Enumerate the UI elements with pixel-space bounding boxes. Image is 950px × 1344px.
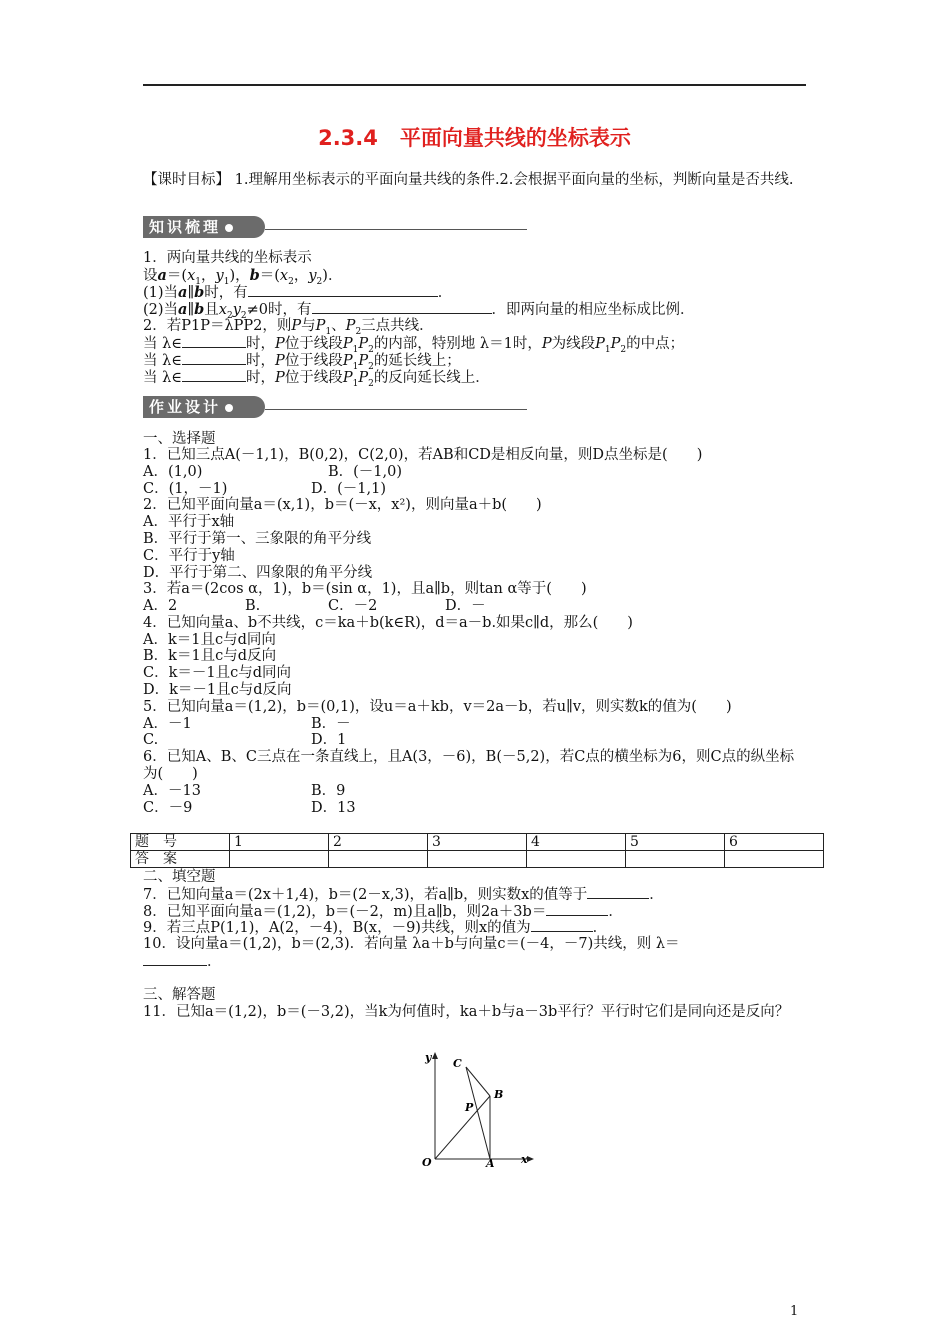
q2-option-d: D．平行于第二、四象限的角平分线: [143, 565, 373, 581]
question-8: 8．已知平面向量a＝(1,2)，b＝(－2，m)且a∥b，则2a＋3b＝ ．: [143, 904, 623, 920]
q1-options-ab: A．(1,0) B．(－1,0): [143, 464, 403, 480]
q5-options-ab: A．－1 B．－: [143, 716, 351, 732]
q4-option-a: A．k＝1且c与d同向: [143, 632, 276, 648]
knowledge-line-5: 2．若P1P＝λPP2，则P与$P_1$、$P_2$三点共线．: [143, 318, 434, 337]
knowledge-line-6: 当 λ∈ 时，P位于线段$P_1P_2$的内部，特别地 λ＝1时，P为线段$P_1P_2$的中点；: [143, 336, 685, 355]
answer-table: [130, 833, 824, 868]
point-a-label: A: [486, 1157, 495, 1170]
q4-option-d: D．k＝－1且c与d反向: [143, 682, 292, 698]
choice-heading: 一、选择题: [143, 431, 216, 447]
q4-option-b: B．k＝1且c与d反向: [143, 648, 277, 664]
knowledge-line-8: 当 λ∈ 时，P位于线段$P_1P_2$的反向延长线上．: [143, 370, 490, 389]
axis-y-label: y: [425, 1051, 432, 1064]
page-number: 1: [790, 1304, 799, 1319]
point-p-label: P: [465, 1101, 474, 1114]
knowledge-line-7: 当 λ∈ 时，P位于线段$P_1P_2$的延长线上；: [143, 353, 461, 372]
q5-options-cd: C. D．1: [143, 732, 347, 748]
bullet-dot-icon: [225, 404, 233, 412]
q4-option-c: C．k＝－1且c与d同向: [143, 665, 292, 681]
knowledge-line-1: 1．两向量共线的坐标表示: [143, 250, 312, 266]
question-1: 1．已知三点A(－1,1)，B(0,2)，C(2,0)，若AB和CD是相反向量，则D点坐标是( ): [143, 447, 703, 463]
axis-x-label: x: [521, 1153, 528, 1166]
question-10: 10．设向量a＝(1,2)，b＝(2,3)．若向量 λa＋b与向量c＝(－4，－7)共线，则 λ＝: [143, 936, 680, 952]
point-b-label: B: [494, 1088, 504, 1101]
q3-options: A．2 B. C．－2 D．－: [143, 598, 486, 614]
page-title: 2.3.4 平面向量共线的坐标表示: [318, 126, 631, 150]
objectives: 【课时目标】 1.理解用坐标表示的平面向量共线的条件.2.会根据平面向量的坐标，判断向量是否共线.: [143, 172, 794, 188]
table-row: 题 号 1 2 3 4 5 6: [131, 834, 824, 851]
q2-option-c: C．平行于y轴: [143, 548, 235, 564]
question-3: 3．若a＝(2cos α，1)，b＝(sin α，1)，且a∥b，则tan α等于( ): [143, 581, 587, 597]
knowledge-line-3: (1)当a∥b时，有 ．: [143, 284, 453, 301]
q6-options-cd: C．－9 D．13: [143, 800, 356, 816]
top-rule: [143, 84, 806, 86]
point-c-label: C: [453, 1057, 462, 1070]
knowledge-line-2: 设$a=(x_1$，$y_1$)，$b=(x_2$，$y_2$)．: [143, 267, 343, 287]
q1-options-cd: C．(1，－1) D．(－1,1): [143, 481, 386, 497]
geometry-figure: [415, 1045, 540, 1170]
question-11: 11．已知a＝(1,2)，b＝(－3,2)，当k为何值时，ka＋b与a－3b平行？平行时它们是同向还是反向？: [143, 1004, 790, 1020]
solve-heading: 三、解答题: [143, 987, 216, 1003]
q2-option-a: A．平行于x轴: [143, 514, 235, 530]
question-5: 5．已知向量a＝(1,2)，b＝(0,1)，设u＝a＋kb，v＝2a－b，若u∥v，则实数k的值为( ): [143, 699, 732, 715]
question-2: 2．已知平面向量a＝(x,1)，b＝(－x，x²)，则向量a＋b( ): [143, 497, 542, 513]
question-10-blank: ．: [143, 953, 808, 971]
question-7: 7．已知向量a＝(2x＋1,4)，b＝(2－x,3)，若a∥b，则实数x的值等于 ．: [143, 887, 664, 903]
question-4: 4．已知向量a、b不共线，c＝ka＋b(k∈R)，d＝a－b.如果c∥d，那么( ): [143, 615, 633, 631]
q6-options-ab: A．－13 B．9: [143, 783, 346, 799]
fill-heading: 二、填空题: [143, 869, 216, 885]
table-row: 答 案: [131, 851, 824, 868]
question-9: 9．若三点P(1,1)，A(2，－4)，B(x，－9)共线，则x的值为 ．: [143, 920, 608, 936]
q2-option-b: B．平行于第一、三象限的角平分线: [143, 531, 372, 547]
point-o-label: O: [422, 1156, 432, 1169]
question-6: 6．已知A、B、C三点在一条直线上，且A(3，－6)，B(－5,2)，若C点的横坐标为6，则C点的纵坐标为( ): [143, 749, 795, 782]
knowledge-line-4: (2)当a∥b且$x_2y_2\ne 0$时，有 ．即两向量的相应坐标成比例．: [143, 301, 695, 321]
bullet-dot-icon: [225, 224, 233, 232]
